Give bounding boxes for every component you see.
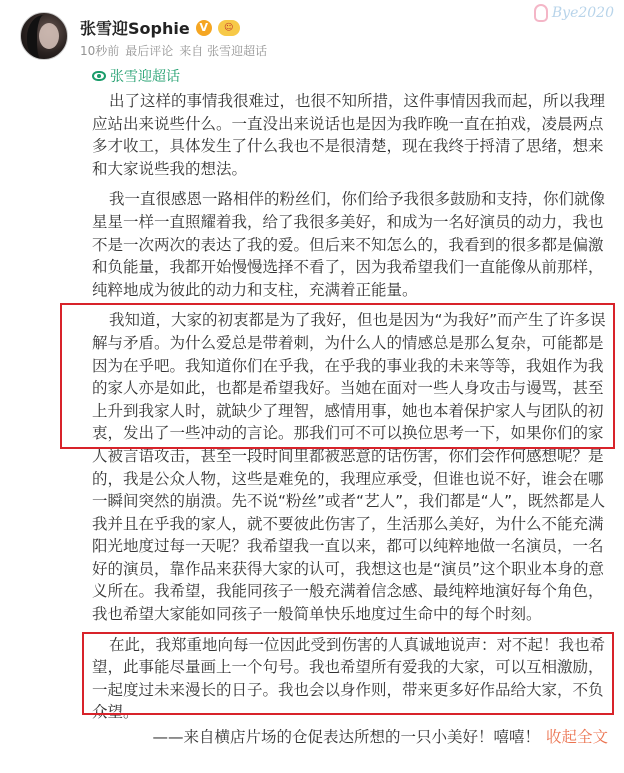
username[interactable]: 张雪迎Sophie [80, 19, 190, 38]
collapse-button[interactable]: 收起全文 [545, 728, 608, 747]
last-comment-label: 最后评论 [125, 44, 174, 58]
supertopic-label: 张雪迎超话 [110, 69, 180, 85]
post-paragraph: 我知道，大家的初衷都是为了我好，但也是因为“为我好”而产生了许多误解与矛盾。为什么爱总是带着刺，为什么人的情感总是那么复杂，可能都是因为在乎吧。我知道你们在乎我，在乎我的事业我的未来等等，我姐作为我的家人亦是如此，也都是希望我好。当她在面对一些人身攻击与谩骂，甚至上升到我家人时，就缺少了理智，感情用事，她也本着保护家人与团队的初衷，发出了一些冲动的言论。那我们可不可以换位思考一下，如果你们的家人被言语攻击，甚至一段时间里都被恶意的话伤害，你们会作何感想呢？是的，我是公众人物，这些是难免的，我理应承受，但谁也说不好，谁会在哪一瞬间突然的崩溃。先不说“粉丝”或者“艺人”，我们都是“人”，既然都是人我并且在乎我的家人，就不要彼此伤害了，生活那么美好，为什么不能充满阳光地度过每一天呢？我希望我一直以来，都可以纯粹地做一名演员，一名好的演员，靠作品来获得大家的认可，我想这也是“演员”这个职业本身的意义所在。我希望，我能同孩子一般充满着信念感、最纯粹地演好每个角色，我也希望大家能如同孩子一般简单快乐地度过生命中的每个时刻。 [92, 311, 606, 624]
post-signature-block [92, 726, 608, 749]
signature-text: ——来自横店片场的仓促表达所想的一只小美好！嘻嘻！ [152, 728, 540, 747]
bunny-icon [534, 4, 548, 22]
post-header [20, 12, 610, 72]
vip-icon: ☺ [218, 20, 240, 36]
watermark-text: Bye2020 [551, 5, 614, 21]
verified-icon: V [196, 20, 212, 36]
eye-icon [92, 71, 106, 81]
timestamp[interactable]: 10秒前 [80, 44, 120, 58]
post-meta [80, 42, 267, 59]
post-source[interactable]: 来自 张雪迎超话 [179, 44, 268, 58]
post-paragraph: 在此，我郑重地向每一位因此受到伤害的人真诚地说声：对不起！我也希望，此事能尽量画上一个句号。我也希望所有爱我的大家，可以互相激励，一起度过未来漫长的日子。我也会以身作则，带来更多好作品给大家，不负众望。 [92, 635, 606, 722]
post-paragraph: 我一直很感恩一路相伴的粉丝们，你们给予我很多鼓励和支持，你们就像星星一样一直照耀着我，给了我很多美好，和成为一名好演员的动力，我也不是一次两次的表达了我的爱。但后来不知怎么的，我看到的很多都是偏激和负能量，我都开始慢慢选择不看了，因为我希望我们一直能像从前那样，纯粹地成为彼此的动力和支柱，充满着正能量。 [92, 190, 606, 299]
name-row [80, 16, 240, 39]
post-body [92, 90, 608, 749]
post-signature [92, 726, 608, 749]
avatar[interactable] [20, 12, 68, 60]
supertopic-link[interactable] [92, 66, 180, 86]
watermark [534, 4, 614, 22]
avatar-face [39, 23, 59, 49]
post-paragraph: 出了这样的事情我很难过，也很不知所措，这件事情因我而起，所以我理应站出来说些什么。一直没出来说话也是因为我昨晚一直在拍戏，凌晨两点多才收工，具体发生了什么我也不是很清楚，现在我终于捋清了思绪，想来和大家说些我的想法。 [92, 92, 606, 178]
